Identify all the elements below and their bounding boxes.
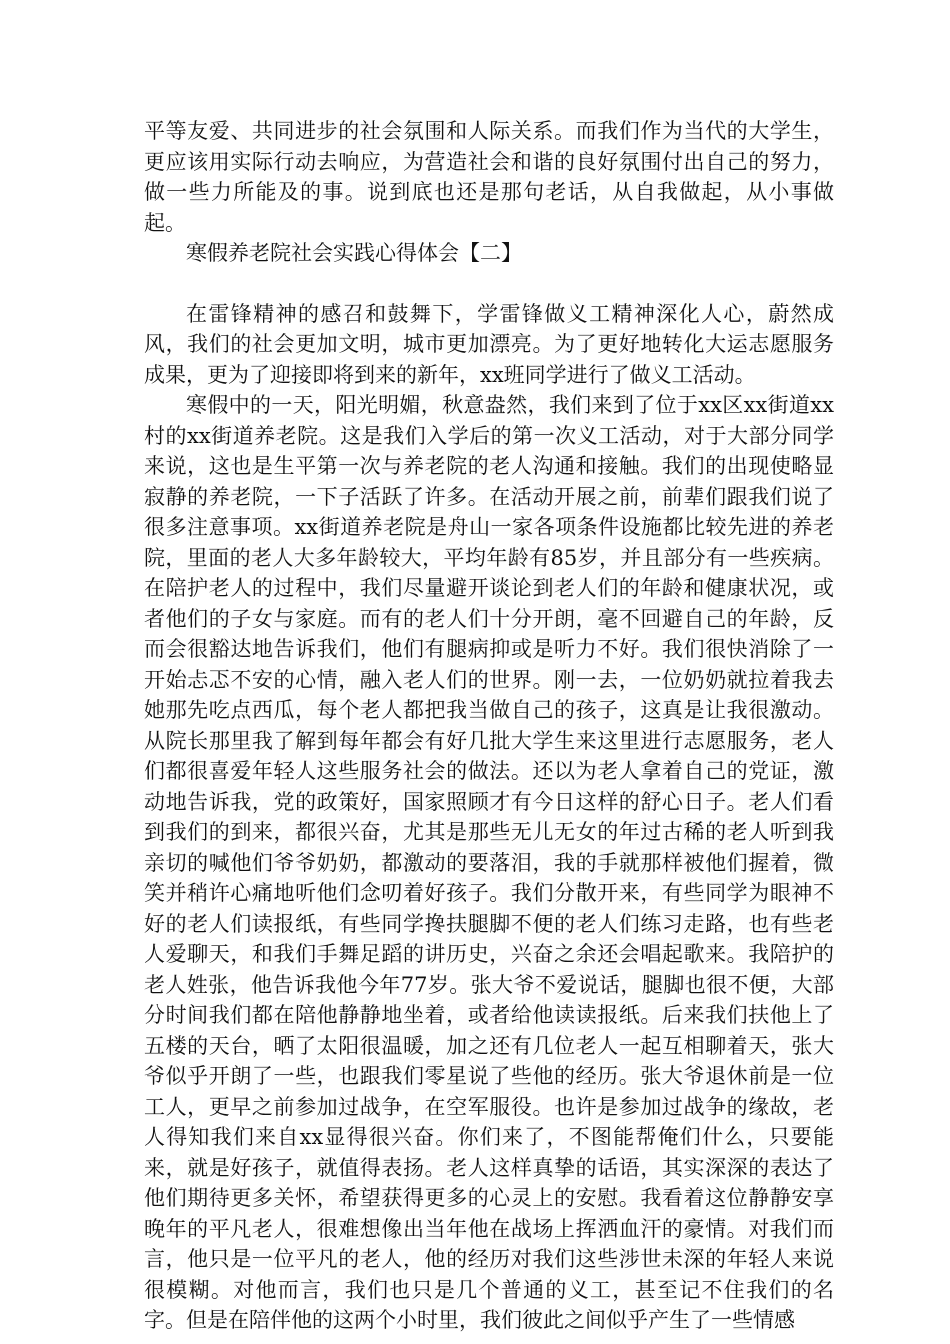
section-heading: 寒假养老院社会实践心得体会【二】 — [186, 241, 522, 265]
body-paragraph-2: 寒假中的一天，阳光明媚，秋意盎然，我们来到了位于xx区xx街道xx村的xx街道养老院。这是我们入学后的第一次义工活动，对于大部分同学来说，这也是生平第一次与养老院的老人沟通和接触。我们的出现使略显寂静的养老院，一下子活跃了许多。在活动开展之前，前辈们跟我们说了很多注意事项。xx街道养老院是舟山一家各项条件设施都比较先进的养老院，里面的老人大多年龄较大，平均年龄有85岁，并且部分有一些疾病。在陪护老人的过程中，我们尽量避开谈论到老人们的年龄和健康状况，或者他们的子女与家庭。而有的老人们十分开朗，毫不回避自己的年龄，反而会很豁达地告诉我们，他们有腿病抑或是听力不好。我们很快消除了一开始忐忑不安的心情，融入老人们的世界。刚一去，一位奶奶就拉着我去她那先吃点西瓜，每个老人都把我当做自己的孩子，这真是让我很激动。从院长那里我了解到每年都会有好几批大学生来这里进行志愿服务，老人们都很喜爱年轻人这些服务社会的做法。还以为老人拿着自己的党证，激动地告诉我，党的政策好，国家照顾才有今日这样的舒心日子。老人们看到我们的到来，都很兴奋，尤其是那些无儿无女的年过古稀的老人听到我亲切的喊他们爷爷奶奶，都激动的要落泪，我的手就那样被他们握着，微笑并稍许心痛地听他们念叨着好孩子。我们分散开来，有些同学为眼神不好的老人们读报纸，有些同学搀扶腿脚不便的老人们练习走路，也有些老人爱聊天，和我们手舞足蹈的讲历史，兴奋之余还会唱起歌来。我陪护的老人姓张，他告诉我他今年77岁。张大爷不爱说话，腿脚也很不便，大部分时间我们都在陪他静静地坐着，或者给他读读报纸。后来我们扶他上了五楼的天台，晒了太阳很温暖，加之还有几位老人一起互相聊着天，张大爷似乎开朗了一些，也跟我们零星说了些他的经历。张大爷退休前是一位工人，更早之前参加过战争，在空军服役。也许是参加过战争的缘故，老人得知我们来自xx显得很兴奋。你们来了，不图能帮俺们什么，只要能来，就是好孩子，就值得表扬。老人这样真挚的话语，其实深深的表达了他们期待更多关怀，希望获得更多的心灵上的安慰。我看着这位静静安享晚年的平凡老人，很难想像出当年他在战场上挥洒血汗的豪情。对我们而言，他只是一位平凡的老人，他的经历对我们这些涉世未深的年轻人来说很模糊。对他而言，我们也只是几个普通的义工，甚至记不住我们的名字。但是在陪伴他的这两个小时里，我们彼此之间似乎产生了一些情感 — [144, 393, 834, 1332]
document-body — [144, 116, 834, 1336]
intro-paragraph: 平等友爱、共同进步的社会氛围和人际关系。而我们作为当代的大学生，更应该用实际行动去响应，为营造社会和谐的良好氛围付出自己的努力，做一些力所能及的事。说到底也还是那句老话，从自我做起，从小事做起。 — [144, 119, 834, 235]
paragraph-spacer — [144, 269, 834, 299]
body-paragraph-1: 在雷锋精神的感召和鼓舞下，学雷锋做义工精神深化人心，蔚然成风，我们的社会更加文明，城市更加漂亮。为了更好地转化大运志愿服务成果，更为了迎接即将到来的新年，xx班同学进行了做义工活动。 — [144, 301, 834, 387]
